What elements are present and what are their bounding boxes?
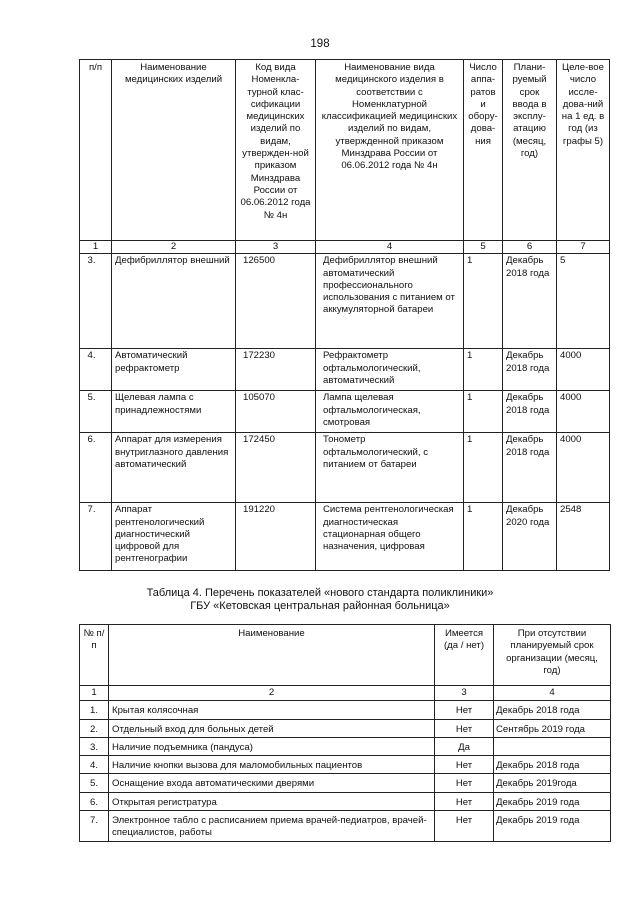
column-number: 7	[557, 241, 610, 254]
row-number: 5.	[80, 391, 112, 433]
header-cell: Имеется (да / нет)	[435, 625, 494, 686]
row-number: 6.	[80, 792, 109, 810]
device-code: 126500	[236, 254, 316, 349]
device-count: 1	[464, 391, 503, 433]
row-number: 3.	[80, 254, 112, 349]
header-cell: Число аппа-ратов и обору-дова-ния	[464, 60, 503, 241]
header-cell: № п/п	[80, 625, 109, 686]
caption-line: Таблица 4. Перечень показателей «нового стандарта поликлиники»	[146, 587, 494, 599]
device-kind: Дефибриллятор внешний автоматический профессионального использования с питанием от аккумуляторной батареи	[316, 254, 464, 349]
device-code: 105070	[236, 391, 316, 433]
table-row	[80, 719, 611, 737]
commission-date: Декабрь 2018 года	[503, 433, 557, 503]
availability: Нет	[435, 774, 494, 792]
header-cell: Код вида Номенкла-турной клас-сификации медицинских изделий по видам, утвержден-ной приказом Минздрава России от 06.06.2012 года № 4н	[236, 60, 316, 241]
table-row	[80, 349, 610, 391]
table-row	[80, 756, 611, 774]
planned-date	[494, 737, 611, 755]
commission-date: Декабрь 2018 года	[503, 391, 557, 433]
column-number: 1	[80, 686, 109, 701]
column-number-row	[80, 686, 611, 701]
device-kind: Лампа щелевая офтальмологическая, смотровая	[316, 391, 464, 433]
row-number: 3.	[80, 737, 109, 755]
availability: Да	[435, 737, 494, 755]
table-row	[80, 701, 611, 719]
header-cell: п/п	[80, 60, 112, 241]
indicator-name: Крытая колясочная	[109, 701, 435, 719]
availability: Нет	[435, 719, 494, 737]
row-number: 4.	[80, 349, 112, 391]
commission-date: Декабрь 2018 года	[503, 349, 557, 391]
device-count: 1	[464, 254, 503, 349]
device-code: 191220	[236, 503, 316, 571]
header-cell: Наименование	[109, 625, 435, 686]
header-cell: Наименование вида медицинского изделия в соответствии с Номенклатурной классификацией медицинских изделий по видам, утвержденной приказом Минздрава России от 06.06.2012 года № 4н	[316, 60, 464, 241]
indicator-name: Наличие кнопки вызова для маломобильных пациентов	[109, 756, 435, 774]
row-number: 5.	[80, 774, 109, 792]
indicator-name: Открытая регистратура	[109, 792, 435, 810]
column-number: 6	[503, 241, 557, 254]
target-studies: 4000	[557, 391, 610, 433]
planned-date: Декабрь 2018 года	[494, 756, 611, 774]
equipment-table	[79, 59, 610, 571]
availability: Нет	[435, 792, 494, 810]
device-kind: Система рентгенологическая диагностическая стационарная общего назначения, цифровая	[316, 503, 464, 571]
table-row	[80, 792, 611, 810]
column-number: 1	[80, 241, 112, 254]
table-row	[80, 737, 611, 755]
indicator-name: Наличие подъемника (пандуса)	[109, 737, 435, 755]
device-code: 172450	[236, 433, 316, 503]
column-number: 4	[494, 686, 611, 701]
planned-date: Декабрь 2019 года	[494, 792, 611, 810]
row-number: 7.	[80, 503, 112, 571]
device-name: Дефибриллятор внешний	[112, 254, 236, 349]
column-number: 3	[435, 686, 494, 701]
target-studies: 4000	[557, 433, 610, 503]
commission-date: Декабрь 2018 года	[503, 254, 557, 349]
row-number: 4.	[80, 756, 109, 774]
table-header-row	[80, 625, 611, 686]
column-number-row	[80, 241, 610, 254]
table-row	[80, 811, 611, 842]
device-name: Автоматический рефрактометр	[112, 349, 236, 391]
planned-date: Декабрь 2019 года	[494, 811, 611, 842]
commission-date: Декабрь 2020 года	[503, 503, 557, 571]
header-cell: При отсутствии планируемый срок организации (месяц, год)	[494, 625, 611, 686]
column-number: 4	[316, 241, 464, 254]
device-name: Щелевая лампа с принадлежностями	[112, 391, 236, 433]
table-caption	[0, 587, 640, 613]
planned-date: Сентябрь 2019 года	[494, 719, 611, 737]
device-count: 1	[464, 349, 503, 391]
table-row	[80, 433, 610, 503]
device-name: Аппарат для измерения внутриглазного давления автоматический	[112, 433, 236, 503]
device-count: 1	[464, 433, 503, 503]
device-kind: Тонометр офтальмологический, с питанием от батареи	[316, 433, 464, 503]
header-cell: Целе-вое число иссле-дова-ний на 1 ед. в год (из графы 5)	[557, 60, 610, 241]
planned-date: Декабрь 2018 года	[494, 701, 611, 719]
standards-table	[79, 624, 611, 842]
page-number: 198	[310, 38, 330, 50]
table-row	[80, 254, 610, 349]
header-cell: Плани-руемый срок ввода в эксплу-атацию (месяц, год)	[503, 60, 557, 241]
row-number: 1.	[80, 701, 109, 719]
device-count: 1	[464, 503, 503, 571]
availability: Нет	[435, 756, 494, 774]
table-row	[80, 391, 610, 433]
indicator-name: Электронное табло с расписанием приема врачей-педиатров, врачей-специалистов, работы	[109, 811, 435, 842]
row-number: 2.	[80, 719, 109, 737]
column-number: 2	[112, 241, 236, 254]
caption-line: ГБУ «Кетовская центральная районная больница»	[190, 600, 450, 612]
target-studies: 4000	[557, 349, 610, 391]
row-number: 6.	[80, 433, 112, 503]
row-number: 7.	[80, 811, 109, 842]
column-number: 3	[236, 241, 316, 254]
device-kind: Рефрактометр офтальмологический, автоматический	[316, 349, 464, 391]
indicator-name: Оснащение входа автоматическими дверями	[109, 774, 435, 792]
device-code: 172230	[236, 349, 316, 391]
target-studies: 5	[557, 254, 610, 349]
planned-date: Декабрь 2019года	[494, 774, 611, 792]
table-row	[80, 774, 611, 792]
availability: Нет	[435, 811, 494, 842]
column-number: 5	[464, 241, 503, 254]
header-cell: Наименование медицинских изделий	[112, 60, 236, 241]
column-number: 2	[109, 686, 435, 701]
indicator-name: Отдельный вход для больных детей	[109, 719, 435, 737]
availability: Нет	[435, 701, 494, 719]
table-row	[80, 503, 610, 571]
device-name: Аппарат рентгенологический диагностический цифровой для рентгенографии	[112, 503, 236, 571]
table-header-row	[80, 60, 610, 241]
target-studies: 2548	[557, 503, 610, 571]
